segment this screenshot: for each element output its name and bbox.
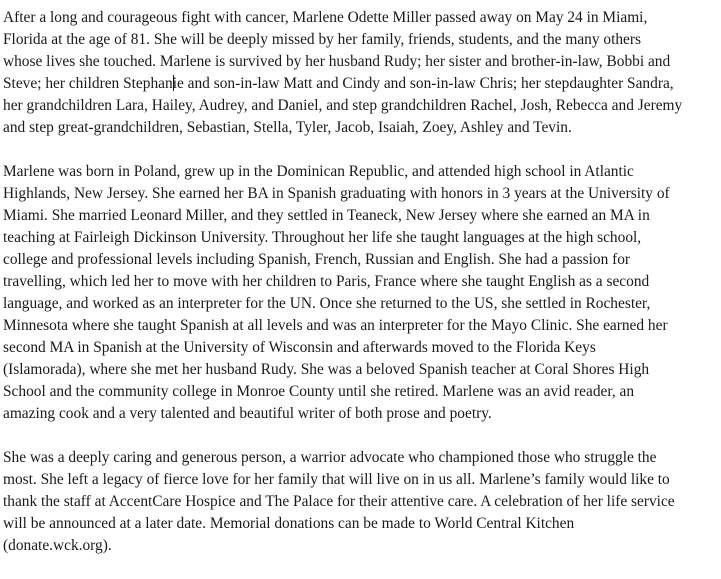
text-line-donation-link: (donate.wck.org).: [3, 537, 112, 554]
paragraph-legacy-and-memorial: [3, 447, 719, 557]
text-before-caret: Steve; her children Stephan: [3, 75, 173, 92]
text-line: will be announced at a later date. Memorial donations can be made to World Central Kitchen: [3, 515, 575, 532]
text-line: travelling, which led her to move with her children to Paris, France where she taught English as a second: [3, 273, 650, 290]
obituary-text-body[interactable]: [3, 7, 719, 579]
text-line: whose lives she touched. Marlene is survived by her husband Rudy; her sister and brother-in-law, Bobbi and: [3, 53, 671, 70]
text-line: teaching at Fairleigh Dickinson University. Throughout her life she taught languages at the high school,: [3, 229, 642, 246]
text-line: (Islamorada), where she met her husband Rudy. She was a beloved Spanish teacher at Coral Shores High: [3, 361, 650, 378]
text-line: amazing cook and a very talented and beautiful writer of both prose and poetry.: [3, 405, 492, 422]
text-line: most. She left a legacy of fierce love for her family that will live on in us all. Marlene’s family would like to: [3, 471, 670, 488]
text-line: and step great-grandchildren, Sebastian, Stella, Tyler, Jacob, Isaiah, Zoey, Ashley and Tevin.: [3, 119, 572, 136]
text-line: Minnesota where she taught Spanish at all levels and was an interpreter for the Mayo Clinic. She earned her: [3, 317, 668, 334]
text-line: She was a deeply caring and generous person, a warrior advocate who championed those who struggle the: [3, 449, 657, 466]
text-line: language, and worked as an interpreter for the UN. Once she returned to the US, she settled in Rochester,: [3, 295, 651, 312]
text-line: her grandchildren Lara, Hailey, Audrey, and Daniel, and step grandchildren Rachel, Josh, Rebecca and Jeremy: [3, 97, 683, 114]
paragraph-life-summary: [3, 7, 719, 139]
text-after-caret: ie and son-in-law Matt and Cindy and son-in-law Chris; her stepdaughter Sandra,: [172, 75, 674, 92]
text-line: Miami. She married Leonard Miller, and they settled in Teaneck, New Jersey where she earned an MA in: [3, 207, 650, 224]
paragraph-biography: [3, 161, 719, 425]
text-line-with-caret: [3, 73, 719, 95]
text-line: thank the staff at AccentCare Hospice and The Palace for their attentive care. A celebration of her life service: [3, 493, 675, 510]
text-line: college and professional levels including Spanish, French, Russian and English. She had a passion for: [3, 251, 631, 268]
text-line: Marlene was born in Poland, grew up in the Dominican Republic, and attended high school in Atlantic: [3, 163, 634, 180]
text-line: After a long and courageous fight with cancer, Marlene Odette Miller passed away on May 24 in Miami,: [3, 9, 648, 26]
text-line: School and the community college in Monroe County until she retired. Marlene was an avid reader, an: [3, 383, 635, 400]
text-line: second MA in Spanish at the University of Wisconsin and afterwards moved to the Florida Keys: [3, 339, 596, 356]
text-line: Florida at the age of 81. She will be deeply missed by her family, friends, students, and the many others: [3, 31, 641, 48]
text-line: Highlands, New Jersey. She earned her BA in Spanish graduating with honors in 3 years at the University of: [3, 185, 670, 202]
